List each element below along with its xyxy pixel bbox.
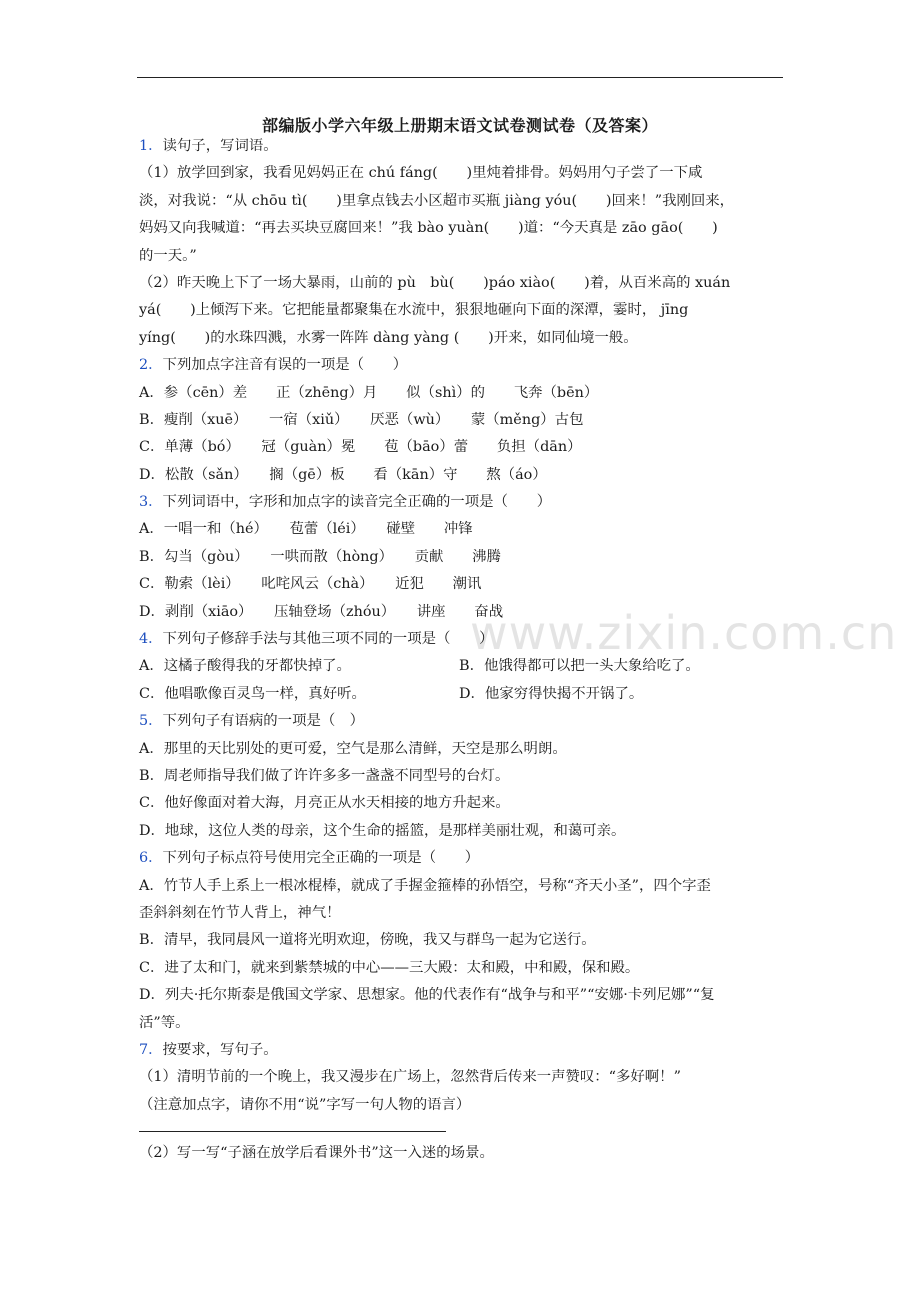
option-b: B．周老师指导我们做了许许多多一盏盏不同型号的台灯。 (139, 767, 510, 784)
option-b: B．瘦削（xuē） 一宿（xiǔ） 厌恶（wù） 蒙（měng）古包 (139, 411, 584, 428)
question-number: 3． (139, 494, 163, 511)
option-a: A．这橘子酸得我的牙都快掉了。 (139, 658, 351, 675)
question-text: 读句子，写词语。 (162, 138, 278, 154)
q1-text-line: yá( )上倾泻下来。它把能量都聚集在水流中，狠狠地砸向下面的深潭，霎时， jīng (139, 302, 689, 319)
exam-content (139, 133, 789, 1167)
option-a-cont: 歪斜斜刻在竹节人背上，神气！ (139, 904, 341, 921)
option-a: A．参（cēn）差 正（zhēng）月 似（shì）的 飞奔（bēn） (139, 384, 599, 401)
question-number: 7． (139, 1041, 163, 1058)
question-number: 4． (139, 631, 163, 648)
question-4 (139, 626, 789, 653)
option-d: D．松散（sǎn） 搁（gē）板 看（kān）守 熬（áo） (139, 466, 547, 483)
q7-text-line: （注意加点字，请你不用“说”字写一句人物的语言） (139, 1096, 471, 1113)
question-text: 下列加点字注音有误的一项是（ ） (162, 357, 408, 374)
option-row (139, 653, 789, 680)
option-c: C．他唱歌像百灵鸟一样，真好听。 (139, 685, 366, 702)
question-text: 下列句子标点符号使用完全正确的一项是（ ） (162, 850, 480, 867)
watermark: www.zixin.com.cn (470, 606, 898, 660)
option-c: C．他好像面对着大海，月亮正从水天相接的地方升起来。 (139, 795, 510, 812)
question-2 (139, 352, 789, 379)
option-b: B．清早，我同晨风一道将光明欢迎，傍晚，我又与群鸟一起为它送行。 (139, 932, 596, 949)
q7-text-line: （1）清明节前的一个晚上，我又漫步在广场上，忽然背后传来一声赞叹：“多好啊！” (139, 1069, 681, 1086)
option-d-cont: 活”等。 (139, 1014, 190, 1031)
option-a: A．一唱一和（hé） 苞蕾（léi） 碰壁 冲锋 (139, 521, 473, 538)
option-row (139, 681, 789, 708)
q1-text-line: （1）放学回到家，我看见妈妈正在 chú fáng( )里炖着排骨。妈妈用勺子尝了一下咸 (139, 165, 703, 182)
q7-part-2: （2）写一写“子涵在放学后看课外书”这一入迷的场景。 (139, 1145, 494, 1162)
option-b: B．他饿得都可以把一头大象给吃了。 (459, 658, 700, 675)
question-text: 下列句子有语病的一项是（ ） (162, 713, 365, 730)
option-d: D．剥削（xiāo） 压轴登场（zhóu） 讲座 奋战 (139, 603, 504, 620)
q1-text-line: 的一天。” (139, 247, 197, 264)
question-number: 2． (139, 357, 163, 374)
question-5 (139, 708, 789, 735)
question-number: 1． (139, 138, 163, 154)
question-text: 下列句子修辞手法与其他三项不同的一项是（ ） (162, 631, 494, 648)
q1-text-line: 淡，对我说：“从 chōu tì( )里拿点钱去小区超市买瓶 jiàng yóu( )回来！”我刚回来， (139, 192, 735, 209)
header-rule (137, 77, 783, 78)
option-a: A．那里的天比别处的更可爱，空气是那么清鲜，天空是那么明朗。 (139, 740, 567, 757)
page-title: 部编版小学六年级上册期末语文试卷测试卷（及答案） (261, 116, 658, 135)
question-text: 按要求，写句子。 (162, 1041, 278, 1058)
question-number: 6． (139, 850, 163, 867)
option-a: A．竹节人手上系上一根冰棍棒，就成了手握金箍棒的孙悟空，号称“齐天小圣”，四个字歪 (139, 877, 711, 894)
question-6 (139, 845, 789, 872)
option-d: D．地球，这位人类的母亲，这个生命的摇篮，是那样美丽壮观，和蔼可亲。 (139, 822, 626, 839)
answer-blank-line (139, 1131, 446, 1132)
q1-text-line: 妈妈又向我喊道：“再去买块豆腐回来！”我 bào yuàn( )道：“今天真是 zāo gāo( ) (139, 220, 718, 237)
question-number: 5． (139, 713, 163, 730)
option-d: D．列夫·托尔斯泰是俄国文学家、思想家。他的代表作有“战争与和平”“安娜·卡列尼娜”“复 (139, 987, 715, 1004)
option-c: C．勒索（lèi） 叱咤风云（chà） 近犯 潮讯 (139, 576, 482, 593)
option-b: B．勾当（gòu） 一哄而散（hòng） 贡献 沸腾 (139, 548, 501, 565)
q1-text-line: yíng( )的水珠四溅，水雾一阵阵 dàng yàng ( )开来，如同仙境一般。 (139, 329, 638, 346)
q1-text-line: （2）昨天晚上下了一场大暴雨，山前的 pù bù( )páo xiào( )着，从百米高的 xuán (139, 274, 731, 291)
option-d: D．他家穷得快揭不开锅了。 (459, 685, 644, 702)
question-7 (139, 1037, 789, 1064)
question-text: 下列词语中，字形和加点字的读音完全正确的一项是（ ） (162, 494, 552, 511)
question-3 (139, 489, 789, 516)
option-c: C．单薄（bó） 冠（guàn）冕 苞（bāo）蕾 负担（dān） (139, 439, 582, 456)
option-c: C．进了太和门，就来到紫禁城的中心——三大殿：太和殿，中和殿，保和殿。 (139, 959, 640, 976)
question-1 (139, 133, 789, 160)
